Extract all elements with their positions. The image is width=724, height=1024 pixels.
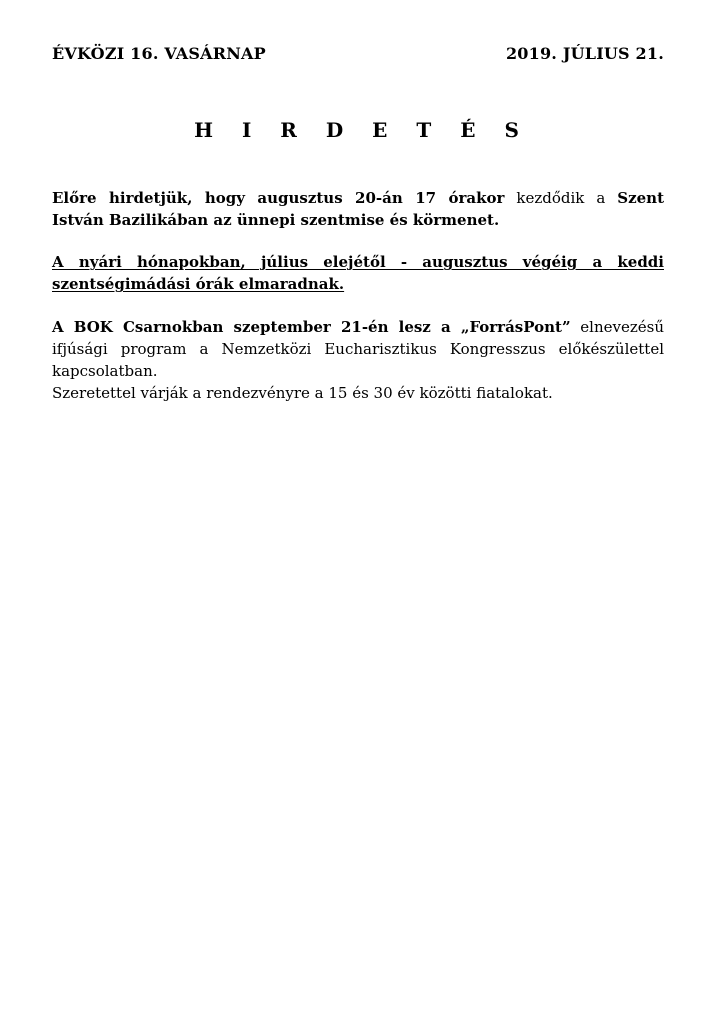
page-title: H I R D E T É S	[194, 118, 530, 142]
paragraph-1-line-2: István Bazilikában az ünnepi szentmise és körmenet.	[52, 211, 500, 229]
paragraph-1-bold-date: Előre hirdetjük, hogy augusztus 20-án 17 órakor	[52, 189, 505, 207]
paragraph-1-bold-place-start: Szent	[617, 189, 664, 207]
paragraph-3-line-1-rest: elnevezésű	[570, 318, 664, 336]
announcement-paragraph-2	[52, 251, 664, 295]
paragraph-2-line-2: szentségimádási órák elmaradnak.	[52, 275, 345, 293]
announcement-paragraph-3	[52, 316, 664, 404]
paragraph-1-line-1	[52, 187, 664, 209]
paragraph-1-plain: kezdődik a	[504, 189, 618, 207]
paragraph-3-bold-event: A BOK Csarnokban szeptember 21-én lesz a „ForrásPont”	[52, 318, 571, 336]
paragraph-3-line-1	[52, 316, 664, 338]
header-date: 2019. JÚLIUS 21.	[505, 44, 664, 63]
header-sunday-label: ÉVKÖZI 16. VASÁRNAP	[52, 44, 266, 63]
paragraph-3-line-2: ifjúsági program a Nemzetközi Eucharisztikus Kongresszus előkészülettel	[52, 340, 664, 358]
header	[52, 44, 664, 63]
paragraph-2-line-1: A nyári hónapokban, július elejétől - augusztus végéig a keddi	[52, 253, 664, 271]
paragraph-3-line-4: Szeretettel várják a rendezvényre a 15 és 30 év közötti fiatalokat.	[52, 384, 553, 402]
announcement-paragraph-1	[52, 187, 664, 231]
paragraph-3-line-3: kapcsolatban.	[52, 362, 158, 380]
